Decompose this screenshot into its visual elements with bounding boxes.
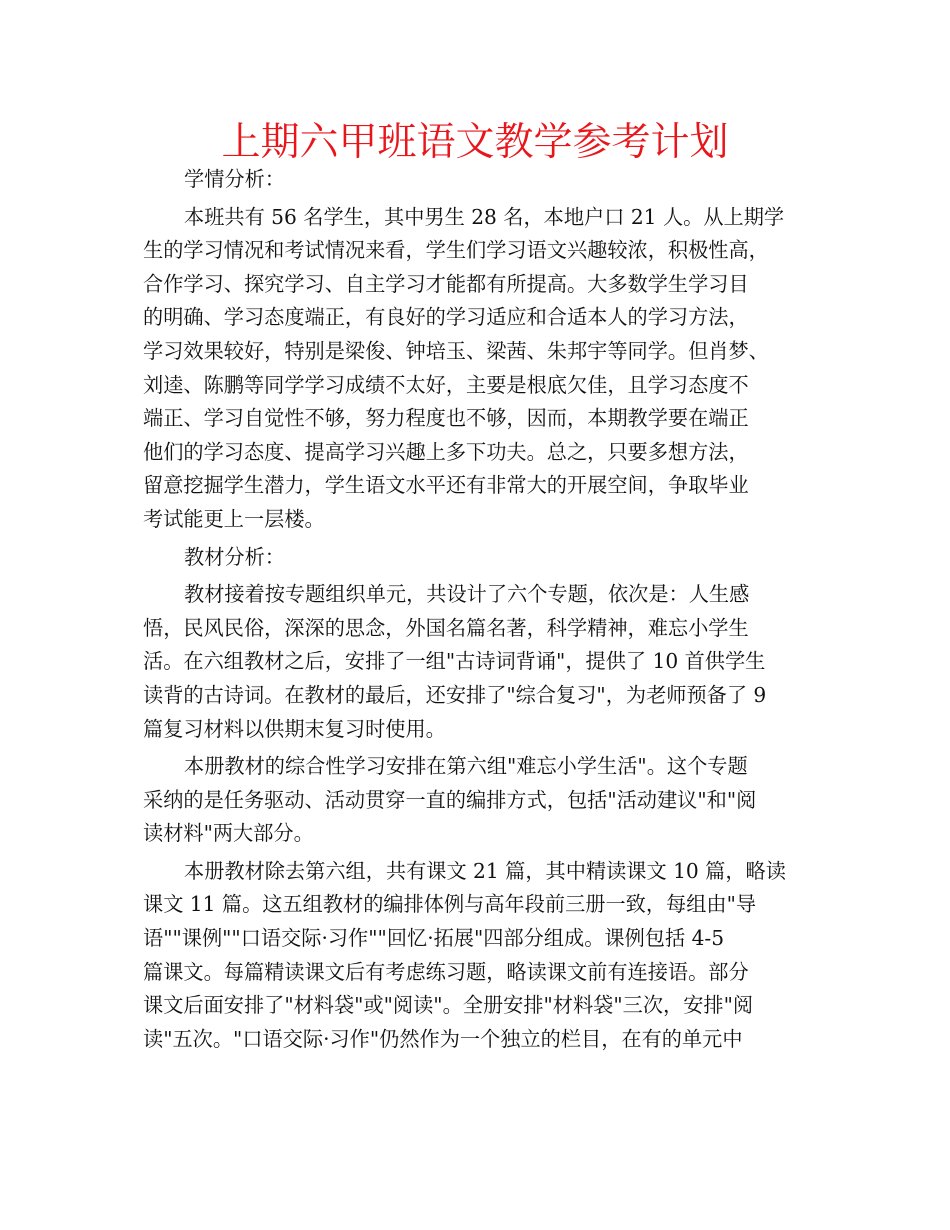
text-line: 端正、学习自觉性不够，努力程度也不够，因而，本期教学要在端正 bbox=[143, 406, 749, 431]
text-line: 学情分析： bbox=[184, 167, 285, 191]
text-line: 教材分析： bbox=[184, 544, 285, 569]
text-line: 考试能更上一层楼。 bbox=[143, 506, 325, 531]
text-line: 读"五次。"口语交际·习作"仍然作为一个独立的栏目，在有的单元中 bbox=[143, 1026, 743, 1051]
text-line: 教材接着按专题组织单元，共设计了六个专题，依次是：人生感 bbox=[184, 582, 750, 607]
text-line: 读背的古诗词。在教材的最后，还安排了"综合复习"，为老师预备了 9 bbox=[143, 682, 767, 707]
text-line: 学习效果较好，特别是梁俊、钟培玉、梁茜、朱邦宇等同学。但肖梦、 bbox=[143, 338, 769, 363]
text-line: 活。在六组教材之后，安排了一组"古诗词背诵"，提供了 10 首供学生 bbox=[143, 649, 766, 674]
text-line: 合作学习、探究学习、自主学习才能都有所提高。大多数学生学习目 bbox=[143, 271, 749, 296]
text-line: 留意挖掘学生潜力，学生语文水平还有非常大的开展空间，争取毕业 bbox=[143, 473, 749, 498]
text-line: 篇复习材料以供期末复习时使用。 bbox=[143, 716, 446, 741]
text-line: 悟，民风民俗，深深的思念，外国名篇名著，科学精神，难忘小学生 bbox=[143, 615, 749, 640]
text-line: 采纳的是任务驱动、活动贯穿一直的编排方式，包括"活动建议"和"阅 bbox=[143, 787, 757, 812]
text-line: 课文 11 篇。这五组教材的编排体例与高年段前三册一致，每组由"导 bbox=[143, 892, 757, 917]
text-line: 课文后面安排了"材料袋"或"阅读"。全册安排"材料袋"三次，安排"阅 bbox=[143, 993, 754, 1018]
text-line: 的明确、学习态度端正，有良好的学习适应和合适本人的学习方法， bbox=[143, 305, 749, 330]
text-line: 本册教材的综合性学习安排在第六组"难忘小学生活"。这个专题 bbox=[184, 754, 748, 779]
text-line: 他们的学习态度、提高学习兴趣上多下功夫。总之，只要多想方法， bbox=[143, 439, 749, 464]
text-line: 读材料"两大部分。 bbox=[143, 821, 314, 846]
text-line: 语""课例""口语交际·习作""回忆·拓展"四部分组成。课例包括 4-5 bbox=[143, 926, 725, 951]
text-line: 本册教材除去第六组，共有课文 21 篇，其中精读课文 10 篇，略读 bbox=[184, 858, 786, 883]
text-line: 篇课文。每篇精读课文后有考虑练习题，略读课文前有连接语。部分 bbox=[143, 959, 749, 984]
text-line: 本班共有 56 名学生，其中男生 28 名，本地户口 21 人。从上期学 bbox=[184, 204, 785, 229]
document-body bbox=[143, 163, 813, 1056]
text-line: 刘逵、陈鹏等同学学习成绩不太好，主要是根底欠佳，且学习态度不 bbox=[143, 372, 749, 397]
text-line: 生的学习情况和考试情况来看，学生们学习语文兴趣较浓，积极性高， bbox=[143, 238, 769, 263]
document-title: 上期六甲班语文教学参考计划 bbox=[221, 120, 729, 165]
